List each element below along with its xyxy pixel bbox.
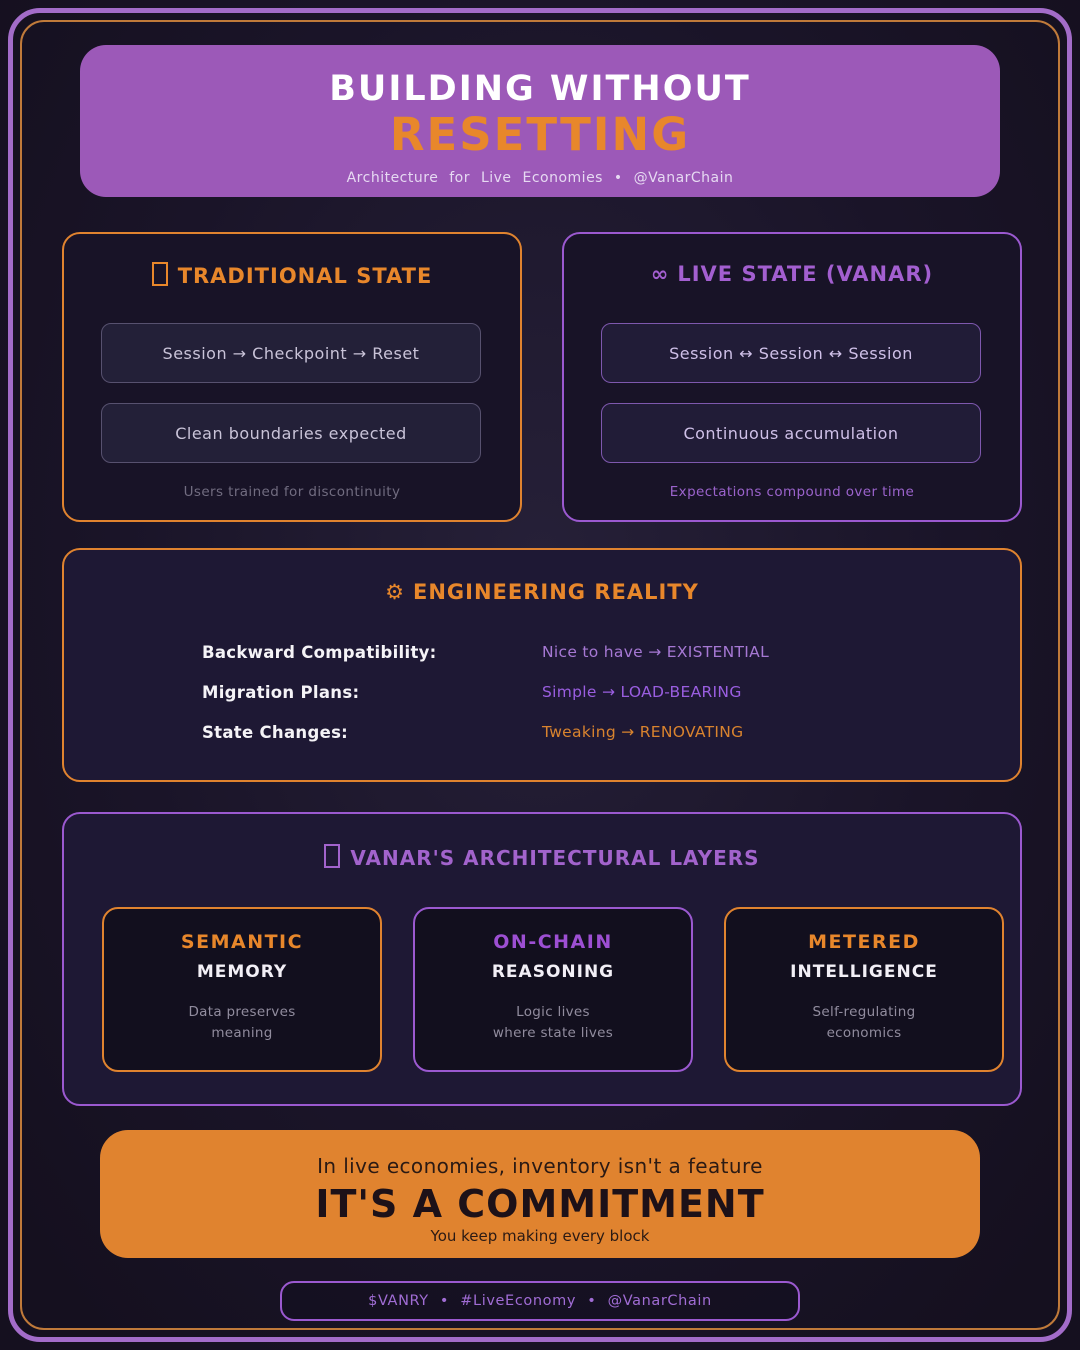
panel-live-title-text: LIVE STATE (VANAR) (677, 262, 934, 286)
traditional-footnote: Users trained for discontinuity (183, 484, 401, 500)
panel-live-state (562, 232, 1022, 522)
panel-traditional-state (62, 232, 522, 522)
engineering-title-text: ENGINEERING REALITY (412, 580, 699, 604)
panel-traditional-title (64, 262, 520, 288)
layer-card-subtitle: MEMORY (196, 962, 288, 982)
engineering-row-value: Tweaking → RENOVATING (542, 723, 744, 741)
header-banner (80, 45, 1000, 197)
gear-icon: ⚙ (385, 580, 405, 604)
layers-title-text: VANAR'S ARCHITECTURAL LAYERS (350, 846, 760, 870)
footer-tags-text: $VANRY • #LiveEconomy • @VanarChain (368, 1293, 712, 1309)
layer-cards (102, 907, 1004, 1072)
engineering-row (202, 672, 970, 712)
banner-tagline: You keep making every block (430, 1227, 650, 1245)
layer-card-desc-line: Data preserves (188, 1004, 296, 1020)
commitment-banner (100, 1130, 980, 1258)
traditional-flow-box: Session → Checkpoint → Reset (101, 323, 481, 383)
layer-card-subtitle: REASONING (491, 962, 615, 982)
layer-card-subtitle: INTELLIGENCE (790, 962, 938, 982)
engineering-row-value: Nice to have → EXISTENTIAL (542, 643, 770, 661)
engineering-row (202, 632, 970, 672)
layer-card-semantic-memory (102, 907, 382, 1072)
engineering-title (64, 580, 1020, 604)
engineering-row (202, 712, 970, 752)
layer-card-desc-line: where state lives (492, 1025, 614, 1041)
banner-intro-text: In live economies, inventory isn't a feature (317, 1154, 763, 1178)
missing-glyph-icon (152, 262, 168, 286)
engineering-row-label: State Changes: (202, 722, 349, 742)
layer-card-description (415, 1002, 691, 1044)
infinity-icon: ∞ (650, 262, 670, 286)
page-title-line2: RESETTING (389, 108, 691, 161)
page-title-line1: BUILDING WITHOUT (329, 69, 751, 109)
panel-live-title (564, 262, 1020, 286)
missing-glyph-icon (324, 844, 340, 868)
engineering-row-value: Simple → LOAD-BEARING (542, 683, 742, 701)
footer-tags-pill (280, 1281, 800, 1321)
panel-traditional-title-text: TRADITIONAL STATE (177, 264, 433, 288)
layer-card-desc-line: meaning (211, 1025, 273, 1041)
layer-card-desc-line: economics (826, 1025, 902, 1041)
traditional-boundaries-box: Clean boundaries expected (101, 403, 481, 463)
layer-card-desc-line: Logic lives (516, 1004, 590, 1020)
layer-card-title: ON-CHAIN (493, 931, 613, 953)
layer-card-title: METERED (808, 931, 920, 953)
layer-card-description (726, 1002, 1002, 1044)
engineering-row-label: Backward Compatibility: (202, 642, 437, 662)
engineering-rows (202, 632, 970, 752)
layers-title (64, 844, 1020, 870)
live-flow-box: Session ↔ Session ↔ Session (601, 323, 981, 383)
live-footnote: Expectations compound over time (669, 484, 915, 500)
panel-engineering-reality (62, 548, 1022, 782)
banner-headline: IT'S A COMMITMENT (315, 1182, 765, 1226)
layer-card-metered-intelligence (724, 907, 1004, 1072)
layer-card-description (104, 1002, 380, 1044)
live-accumulation-box: Continuous accumulation (601, 403, 981, 463)
layer-card-onchain-reasoning (413, 907, 693, 1072)
layer-card-title: SEMANTIC (180, 931, 304, 953)
layer-card-desc-line: Self-regulating (812, 1004, 916, 1020)
header-subtitle: Architecture for Live Economies • @VanarChain (346, 170, 734, 186)
engineering-row-label: Migration Plans: (202, 682, 360, 702)
panel-architectural-layers (62, 812, 1022, 1106)
